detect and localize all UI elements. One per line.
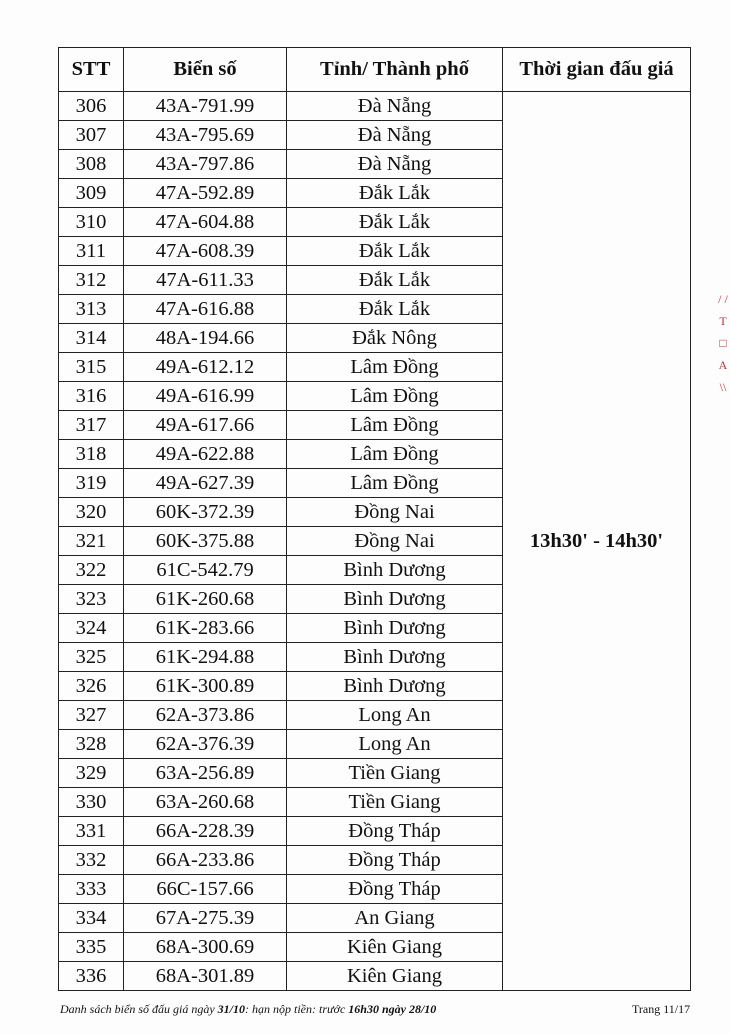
cell-plate: 49A-612.12 xyxy=(124,353,287,382)
cell-province: Đồng Tháp xyxy=(287,846,503,875)
cell-province: Tiền Giang xyxy=(287,788,503,817)
cell-stt: 312 xyxy=(59,266,124,295)
margin-mark: / / xyxy=(718,292,728,306)
cell-province: Đồng Nai xyxy=(287,498,503,527)
cell-plate: 48A-194.66 xyxy=(124,324,287,353)
cell-stt: 310 xyxy=(59,208,124,237)
cell-plate: 49A-617.66 xyxy=(124,411,287,440)
cell-stt: 333 xyxy=(59,875,124,904)
cell-province: Đắk Lắk xyxy=(287,295,503,324)
cell-province: Bình Dương xyxy=(287,585,503,614)
cell-plate: 43A-791.99 xyxy=(124,92,287,121)
cell-plate: 63A-260.68 xyxy=(124,788,287,817)
margin-mark: T xyxy=(719,314,727,328)
header-plate: Biển số xyxy=(124,48,287,92)
cell-province: Đắk Lắk xyxy=(287,208,503,237)
cell-stt: 330 xyxy=(59,788,124,817)
cell-stt: 328 xyxy=(59,730,124,759)
margin-marks xyxy=(716,288,730,398)
cell-plate: 61K-300.89 xyxy=(124,672,287,701)
cell-plate: 68A-300.69 xyxy=(124,933,287,962)
cell-plate: 43A-795.69 xyxy=(124,121,287,150)
footer-date: 31/10 xyxy=(217,1002,245,1016)
header-province: Tỉnh/ Thành phố xyxy=(287,48,503,92)
cell-province: Lâm Đồng xyxy=(287,469,503,498)
cell-province: Bình Dương xyxy=(287,672,503,701)
cell-stt: 313 xyxy=(59,295,124,324)
cell-province: Đắk Lắk xyxy=(287,237,503,266)
cell-province: Lâm Đồng xyxy=(287,440,503,469)
cell-plate: 67A-275.39 xyxy=(124,904,287,933)
cell-stt: 331 xyxy=(59,817,124,846)
margin-mark: \\ xyxy=(719,380,727,394)
cell-auction-time: 13h30' - 14h30' xyxy=(503,92,691,991)
cell-plate: 49A-627.39 xyxy=(124,469,287,498)
cell-plate: 47A-616.88 xyxy=(124,295,287,324)
footer-deadline: 16h30 ngày 28/10 xyxy=(348,1002,437,1016)
cell-province: Lâm Đồng xyxy=(287,353,503,382)
cell-plate: 61K-294.88 xyxy=(124,643,287,672)
cell-plate: 47A-611.33 xyxy=(124,266,287,295)
footer-note-middle: : hạn nộp tiền: trước xyxy=(245,1002,349,1016)
cell-stt: 327 xyxy=(59,701,124,730)
cell-stt: 306 xyxy=(59,92,124,121)
cell-stt: 315 xyxy=(59,353,124,382)
page-number: Trang 11/17 xyxy=(632,1002,691,1016)
cell-stt: 322 xyxy=(59,556,124,585)
cell-province: Lâm Đồng xyxy=(287,382,503,411)
cell-stt: 314 xyxy=(59,324,124,353)
cell-stt: 326 xyxy=(59,672,124,701)
cell-province: Kiên Giang xyxy=(287,962,503,991)
cell-plate: 63A-256.89 xyxy=(124,759,287,788)
cell-plate: 62A-373.86 xyxy=(124,701,287,730)
header-auction-time: Thời gian đấu giá xyxy=(503,48,691,92)
cell-plate: 66A-233.86 xyxy=(124,846,287,875)
cell-stt: 308 xyxy=(59,150,124,179)
cell-province: Long An xyxy=(287,730,503,759)
cell-stt: 334 xyxy=(59,904,124,933)
margin-mark: □ xyxy=(719,336,727,350)
cell-stt: 336 xyxy=(59,962,124,991)
cell-plate: 47A-604.88 xyxy=(124,208,287,237)
cell-stt: 317 xyxy=(59,411,124,440)
cell-stt: 311 xyxy=(59,237,124,266)
cell-stt: 335 xyxy=(59,933,124,962)
table-row xyxy=(59,92,691,121)
cell-stt: 307 xyxy=(59,121,124,150)
cell-province: Đà Nẵng xyxy=(287,150,503,179)
cell-province: Bình Dương xyxy=(287,556,503,585)
cell-stt: 316 xyxy=(59,382,124,411)
cell-plate: 62A-376.39 xyxy=(124,730,287,759)
cell-plate: 49A-616.99 xyxy=(124,382,287,411)
cell-plate: 60K-375.88 xyxy=(124,527,287,556)
cell-province: Tiền Giang xyxy=(287,759,503,788)
cell-province: Đồng Nai xyxy=(287,527,503,556)
cell-province: An Giang xyxy=(287,904,503,933)
cell-stt: 309 xyxy=(59,179,124,208)
cell-province: Lâm Đồng xyxy=(287,411,503,440)
cell-stt: 323 xyxy=(59,585,124,614)
cell-province: Đắk Lắk xyxy=(287,266,503,295)
cell-plate: 61K-260.68 xyxy=(124,585,287,614)
cell-plate: 68A-301.89 xyxy=(124,962,287,991)
license-plate-table xyxy=(58,47,691,991)
cell-plate: 60K-372.39 xyxy=(124,498,287,527)
cell-stt: 324 xyxy=(59,614,124,643)
cell-stt: 318 xyxy=(59,440,124,469)
cell-stt: 320 xyxy=(59,498,124,527)
cell-province: Long An xyxy=(287,701,503,730)
cell-stt: 325 xyxy=(59,643,124,672)
cell-plate: 49A-622.88 xyxy=(124,440,287,469)
cell-stt: 319 xyxy=(59,469,124,498)
header-stt: STT xyxy=(59,48,124,92)
cell-province: Bình Dương xyxy=(287,643,503,672)
table-header-row xyxy=(59,48,691,92)
cell-plate: 61C-542.79 xyxy=(124,556,287,585)
cell-stt: 332 xyxy=(59,846,124,875)
cell-province: Đồng Tháp xyxy=(287,817,503,846)
cell-province: Đồng Tháp xyxy=(287,875,503,904)
cell-province: Bình Dương xyxy=(287,614,503,643)
footer-note xyxy=(60,1002,436,1017)
cell-plate: 47A-608.39 xyxy=(124,237,287,266)
cell-plate: 66A-228.39 xyxy=(124,817,287,846)
cell-province: Đà Nẵng xyxy=(287,92,503,121)
cell-plate: 43A-797.86 xyxy=(124,150,287,179)
cell-plate: 47A-592.89 xyxy=(124,179,287,208)
cell-stt: 321 xyxy=(59,527,124,556)
cell-province: Kiên Giang xyxy=(287,933,503,962)
cell-province: Đắk Nông xyxy=(287,324,503,353)
cell-plate: 66C-157.66 xyxy=(124,875,287,904)
cell-province: Đà Nẵng xyxy=(287,121,503,150)
margin-mark: A xyxy=(718,358,728,372)
footer-note-prefix: Danh sách biển số đấu giá ngày xyxy=(60,1002,218,1016)
cell-province: Đắk Lắk xyxy=(287,179,503,208)
cell-stt: 329 xyxy=(59,759,124,788)
table-body xyxy=(59,92,691,991)
cell-plate: 61K-283.66 xyxy=(124,614,287,643)
